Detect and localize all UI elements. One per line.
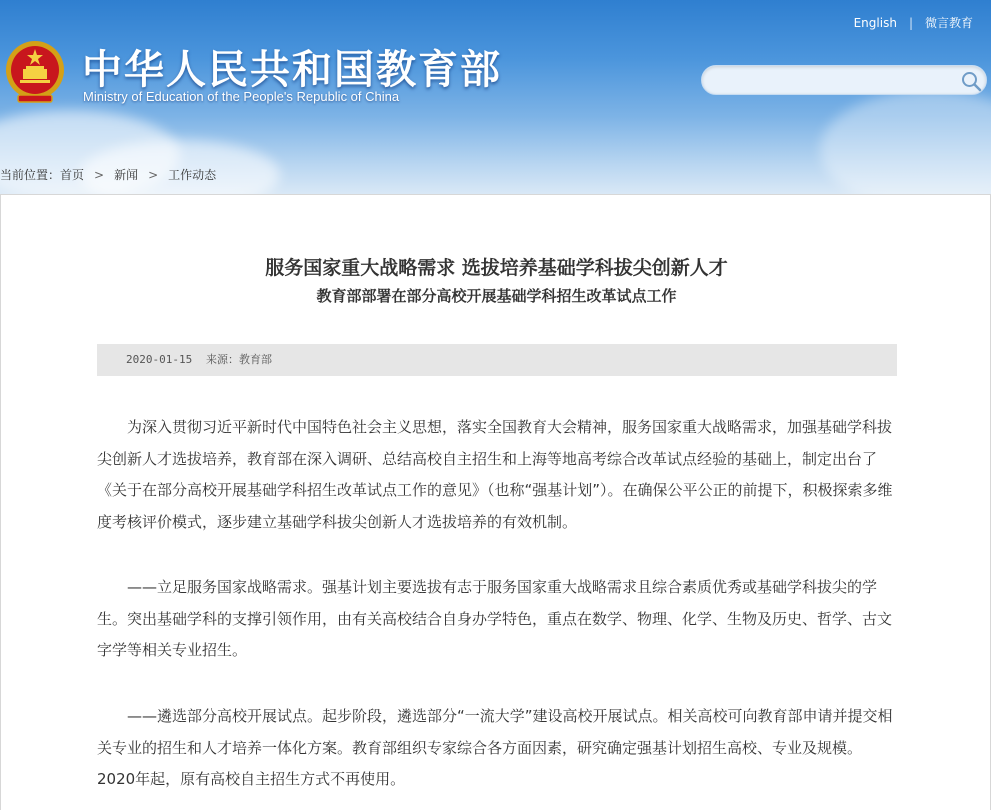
article-subtitle: 教育部部署在部分高校开展基础学科招生改革试点工作 xyxy=(316,287,677,305)
dandelion-decoration xyxy=(820,90,991,194)
article-paragraph: ——立足服务国家战略需求。强基计划主要选拔有志于服务国家重大战略需求且综合素质优秀或基础学科拔尖的学生。突出基础学科的支撑引领作用，由有关高校结合自身办学特色，重点在数学、物理、化学、生物及历史、哲学、古文字学等相关专业招生。 xyxy=(97,578,893,659)
weibo-link[interactable]: 微言教育 xyxy=(924,16,973,30)
article-paragraph: 为深入贯彻习近平新时代中国特色社会主义思想，落实全国教育大会精神，服务国家重大战略需求，加强基础学科拔尖创新人才选拔培养，教育部在深入调研、总结高校自主招生和上海等地高考综合改革试点经验的基础上，制定出台了《关于在部分高校开展基础学科招生改革试点工作的意见》（也称“强基计划”）。在确保公平公正的前提下，积极探索多维度考核评价模式，逐步建立基础学科拔尖创新人才选拔培养的有效机制。 xyxy=(97,418,893,531)
breadcrumb-home[interactable]: 首页 xyxy=(60,168,85,182)
article-meta-bar xyxy=(97,344,897,376)
article-container xyxy=(0,194,991,810)
english-link[interactable]: English xyxy=(853,16,897,30)
publish-date: 2020-01-15 xyxy=(126,353,193,366)
link-separator: | xyxy=(908,16,913,30)
article-paragraph: ——遴选部分高校开展试点。起步阶段，遴选部分“一流大学”建设高校开展试点。相关高校可向教育部申请并提交相关专业的招生和人才培养一体化方案。教育部组织专家综合各方面因素，研究确定强基计划招生高校、专业及规模。2020年起，原有高校自主招生方式不再使用。 xyxy=(97,707,893,788)
site-title: 中华人民共和国教育部 xyxy=(82,47,502,93)
search-icon[interactable] xyxy=(960,70,982,92)
article-title: 服务国家重大战略需求 选拔培养基础学科拔尖创新人才 xyxy=(265,257,728,279)
article-source: 来源：教育部 xyxy=(206,353,272,366)
chevron-right-icon: > xyxy=(148,168,159,182)
top-links xyxy=(854,14,973,31)
search-box xyxy=(701,65,987,95)
site-subtitle: Ministry of Education of the People's Republic of China xyxy=(83,89,400,104)
national-emblem-icon xyxy=(4,39,66,105)
search-input[interactable] xyxy=(716,71,960,91)
breadcrumb xyxy=(0,166,216,183)
chevron-right-icon: > xyxy=(94,168,105,182)
breadcrumb-work-news[interactable]: 工作动态 xyxy=(168,168,217,182)
site-header xyxy=(0,0,991,194)
breadcrumb-prefix: 当前位置： xyxy=(0,168,61,182)
breadcrumb-news[interactable]: 新闻 xyxy=(114,168,139,182)
